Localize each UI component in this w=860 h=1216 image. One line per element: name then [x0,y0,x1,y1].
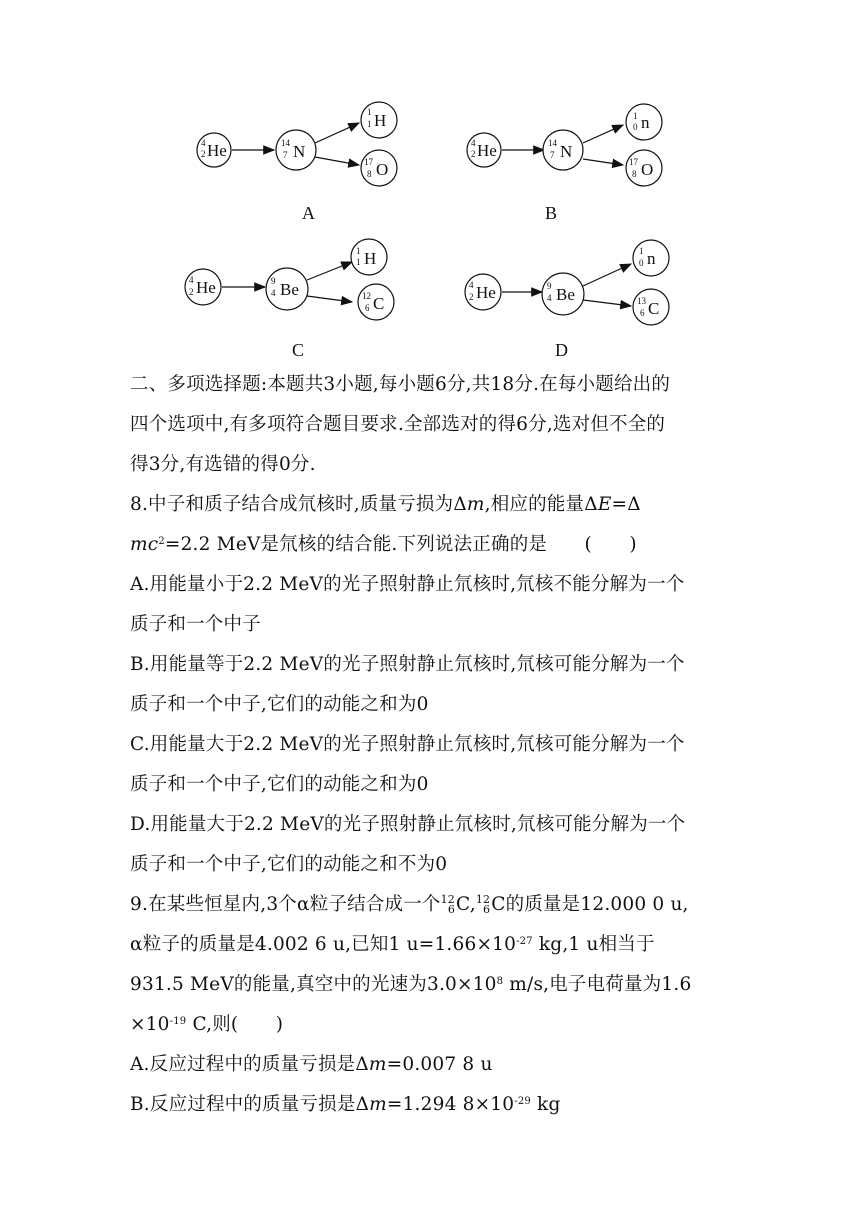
q9-stem-part: kg,1 u相当于 [532,934,655,955]
q9-option-part: =1.294 8×10 [386,1094,515,1115]
q8-option-c-line-2: 质子和一个中子,它们的动能之和为0 [130,774,429,795]
n-mass-b: 14 [548,138,557,148]
figure-cd-diagram [170,232,690,332]
isotope-c12 [441,895,455,915]
q9-stem-part: 931.5 MeV的能量,真空中的光速为3.0×10 [130,974,497,995]
q8-stem-part: =Δ [611,494,641,515]
reaction-c [185,239,394,320]
out1-mass-d: 1 [639,246,644,256]
caption-d: D [555,340,568,360]
arrow-c-2 [307,262,352,280]
q8-sup: 2 [158,536,165,547]
n-symbol-b: N [560,142,573,161]
caption-a: A [302,203,315,223]
n-z-a: 7 [283,150,288,160]
n-z-b: 7 [550,150,555,160]
out1-symbol-b: n [641,113,650,132]
q9-stem-line-2 [130,932,655,958]
out2-z-c: 6 [365,303,370,313]
q9-stem-line-1 [130,892,689,918]
be-mass-d: 9 [547,281,552,291]
q9-stem-part: ×10 [130,1014,170,1035]
q9-stem-part: 9.在某些恒星内,3个α粒子结合成一个 [130,894,441,915]
q8-stem-line-2 [130,532,637,558]
out2-symbol-d: C [648,299,660,318]
arrow-a-2 [315,123,359,143]
isotope-c12-second [476,895,490,915]
q9-stem-part: α粒子的质量是4.002 6 u,已知1 u=1.66×10 [130,934,517,955]
he-z-d: 2 [469,292,474,302]
out2-mass-a: 17 [364,157,373,167]
arrow-a-3 [315,157,359,165]
q9-stem-part: C,则( ) [186,1014,284,1035]
out2-symbol-b: O [641,160,654,179]
reaction-b [467,104,662,186]
out2-z-a: 8 [367,169,372,179]
out2-z-d: 6 [640,308,645,318]
out2-mass-d: 13 [637,296,646,306]
caption-b: B [545,203,558,223]
q8-option-c-line-1: C.用能量大于2.2 MeV的光子照射静止氘核时,氘核可能分解为一个 [130,734,685,755]
q8-option-a-line-1: A.用能量小于2.2 MeV的光子照射静止氘核时,氘核不能分解为一个 [130,574,685,595]
q9-sup: 8 [496,976,504,987]
he-mass-d: 4 [469,280,474,290]
reaction-a [197,102,397,186]
q8-option-d-line-1: D.用能量大于2.2 MeV的光子照射静止氘核时,氘核可能分解为一个 [130,814,686,835]
out1-symbol-c: H [364,249,377,268]
he-symbol-c: He [196,278,216,297]
q8-option-b-line-1: B.用能量等于2.2 MeV的光子照射静止氘核时,氘核可能分解为一个 [130,654,685,675]
out1-mass-b: 1 [633,111,638,121]
q8-option-d-line-2: 质子和一个中子,它们的动能之和不为0 [130,854,448,875]
isotope-symbol: C [456,894,470,915]
q9-sup: -19 [169,1016,187,1027]
q9-stem-part: C的质量是12.000 0 u, [491,894,689,915]
out2-mass-b: 17 [629,157,638,167]
out1-mass-a: 1 [367,107,372,117]
out2-mass-c: 12 [362,291,371,301]
section-heading-line-1: 二、多项选择题:本题共3小题,每小题6分,共18分.在每小题给出的 [130,374,671,395]
out1-z-a: 1 [367,119,372,129]
q8-stem-part: ,相应的能量Δ [484,494,598,515]
he-z-c: 2 [189,287,194,297]
q8-var-e: E [597,494,612,515]
q8-option-a-line-2: 质子和一个中子 [130,614,261,635]
out2-z-b: 8 [632,169,637,179]
arrow-c-3 [307,296,352,302]
out1-z-b: 0 [633,122,638,132]
q9-option-part: =0.007 8 u [386,1054,493,1075]
n-symbol-a: N [293,142,306,161]
q9-stem-line-3 [130,972,691,998]
q9-var-m: m [369,1094,387,1115]
caption-c: C [292,340,305,360]
q9-sup: -27 [516,936,533,947]
arrow-b-2 [583,125,623,143]
out2-symbol-c: C [373,294,385,313]
q9-option-part: B.反应过程中的质量亏损是Δ [130,1094,370,1115]
arrow-d-3 [583,300,631,306]
q8-option-b-line-2: 质子和一个中子,它们的动能之和为0 [130,694,429,715]
q9-option-part: kg [530,1094,561,1115]
he-z-b: 2 [471,149,476,159]
q8-var-mc: mc [130,534,159,555]
section-heading-line-3: 得3分,有选错的得0分. [130,454,316,475]
isotope-z: 6 [483,903,491,916]
he-mass-a: 4 [201,138,206,148]
be-symbol-c: Be [280,280,299,299]
section-heading-line-2: 四个选项中,有多项符合题目要求.全部选对的得6分,选对但不全的 [130,414,666,435]
out1-symbol-d: n [647,249,656,268]
q9-stem-part: m/s,电子电荷量为1.6 [503,974,692,995]
q9-option-b [130,1092,561,1118]
he-mass-c: 4 [189,275,194,285]
q9-option-part: A.反应过程中的质量亏损是Δ [130,1054,369,1075]
q8-stem-line-1 [130,492,641,518]
he-z-a: 2 [201,149,206,159]
be-z-c: 4 [271,288,276,298]
q8-var-m: m [466,494,485,515]
isotope-z: 6 [447,903,456,916]
he-symbol-b: He [477,141,497,160]
out1-symbol-a: H [374,111,387,130]
isotope-mass: 12 [475,893,491,906]
isotope-mass: 12 [440,893,456,906]
arrow-d-2 [583,264,631,286]
q9-separator: , [469,894,476,915]
q9-stem-line-4 [130,1012,283,1038]
out1-z-d: 0 [639,258,644,268]
arrow-b-3 [583,159,623,165]
n-mass-a: 14 [281,138,290,148]
out2-symbol-a: O [376,160,389,179]
q9-option-a [130,1052,493,1078]
he-symbol-a: He [207,141,227,160]
be-symbol-d: Be [556,285,575,304]
he-symbol-d: He [476,283,496,302]
be-z-d: 4 [547,293,552,303]
q9-sup: -29 [514,1096,531,1107]
he-mass-b: 4 [471,138,476,148]
be-mass-c: 9 [271,276,276,286]
reaction-d [465,240,669,325]
out1-z-c: 1 [356,257,361,267]
figure-a-diagram [185,95,685,195]
out1-mass-c: 1 [356,246,361,256]
q8-stem-part: 8.中子和质子结合成氘核时,质量亏损为Δ [130,494,467,515]
q8-stem-part: =2.2 MeV是氘核的结合能.下列说法正确的是 ( ) [164,534,637,555]
q9-var-m: m [368,1054,387,1075]
